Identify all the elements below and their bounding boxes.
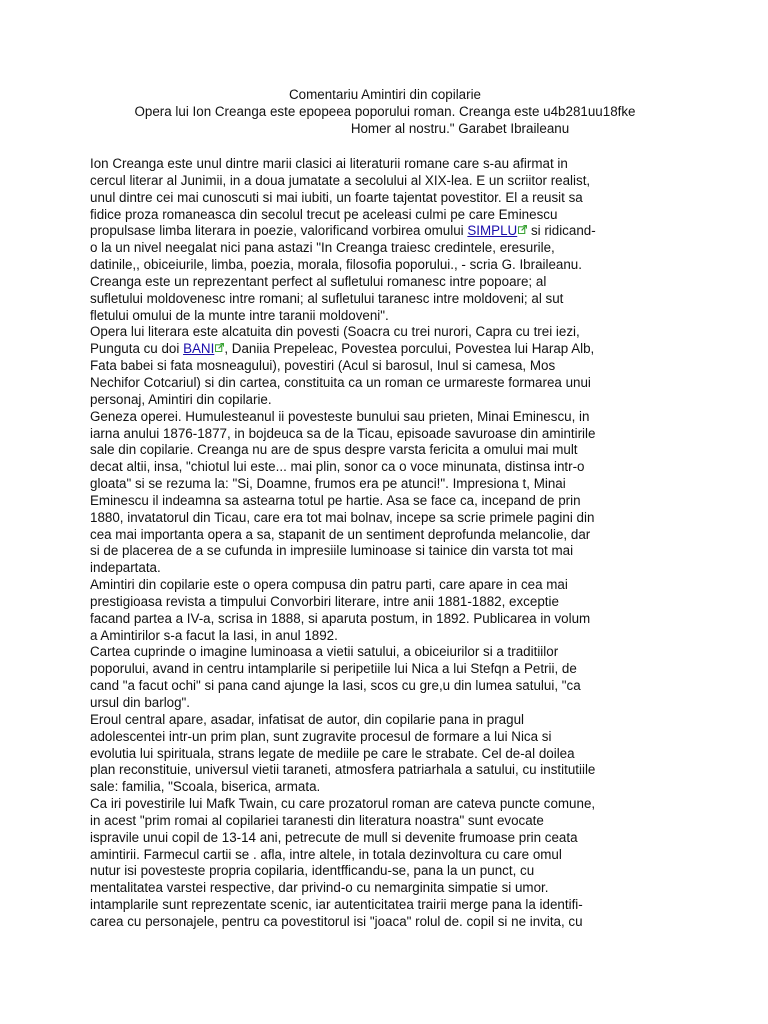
- external-link-icon[interactable]: [215, 343, 224, 352]
- text-line: decat altii, insa, "chiotul lui este... mai plin, sonor ca o voce minunata, distinsa intr-o: [90, 459, 585, 475]
- text-line: nutur isi povesteste propria copilaria, identfficandu-se, pana la un punct, cu: [90, 863, 535, 879]
- text-line-with-link: [90, 341, 680, 358]
- text-line: Creanga este un reprezentant perfect al sufletului romanesc intre popoare; al: [90, 273, 547, 289]
- text-line: carea cu personajele, pentru ca povestitorul isi "joaca" rolul de. copil si ne invita, cu: [90, 913, 583, 929]
- text-line: mentalitatea varstei respective, dar privind-o cu nemarginita simpatie si umor.: [90, 880, 549, 896]
- text-line: adolescentei intr-un prim plan, sunt zugravite procesul de formare a lui Nica si: [90, 728, 552, 744]
- document-title: Comentariu Amintiri din copilarie: [288, 87, 481, 102]
- text-line: si de placerea de a se cufunda in impresiile luminoase si tainice din varsta tot mai: [90, 543, 574, 559]
- text-line: cea mai importanta opera a sa, stapanit de un sentiment deprofunda melancolie, dar: [90, 526, 591, 542]
- text-line: indepartata.: [90, 560, 161, 576]
- document-page: [90, 86, 680, 931]
- text-line: sale din copilarie. Creanga nu are de spus despre varsta fericita a omului mai mult: [90, 442, 578, 458]
- text-line: unul dintre cei mai cunoscuti si mai iubiti, un foarte tajentat povestitor. El a reusit sa: [90, 189, 583, 205]
- text-line: gloata" si se rezuma la: "Si, Doamne, frumos era pe atunci!". Impresiona t, Minai: [90, 476, 566, 492]
- text-segment: propulsase limba literara in poezie, valorificand vorbirea omului: [90, 223, 468, 239]
- text-line: Amintiri din copilarie este o opera compusa din patru parti, care apare in cea mai: [90, 577, 568, 593]
- text-line: 1880, invatatorul din Ticau, care era tot mai bolnav, incepe sa scrie primele pagini din: [90, 509, 595, 525]
- text-line: evolutia lui spirituala, strans legate de mediile pe care le strabate. Cel de-al doilea: [90, 745, 575, 761]
- text-line: personaj, Amintiri din copilarie.: [90, 391, 272, 407]
- text-line: prestigioasa revista a timpului Convorbiri literare, intre anii 1881-1882, exceptie: [90, 593, 559, 609]
- text-line: o la un nivel neegalat nici pana astazi "In Creanga traiesc credintele, eresurile,: [90, 240, 555, 256]
- simplu-link[interactable]: SIMPLU: [467, 223, 518, 239]
- text-line: Eroul central apare, asadar, infatisat de autor, din copilarie pana in pragul: [90, 711, 524, 727]
- text-line: Opera lui literara este alcatuita din povesti (Soacra cu trei nurori, Capra cu trei iezi,: [90, 324, 580, 340]
- text-line: ispravile unui copil de 13-14 ani, petrecute de mull si devenite frumoase prin ceata: [90, 829, 578, 845]
- text-line: facand partea a IV-a, scrisa in 1888, si aparuta postum, in 1892. Publicarea in volum: [90, 610, 591, 626]
- text-segment: si ridicand-: [527, 223, 596, 239]
- text-segment: Punguta cu doi: [90, 341, 184, 357]
- text-line: cand "a facut ochi" si pana cand ajunge la Iasi, scos cu gre,u din lumea satului, "ca: [90, 678, 581, 694]
- text-line: a Amintirilor s-a facut la Iasi, in anul 1892.: [90, 627, 338, 643]
- text-line: poporului, avand in centru intamplarile si peripetiile lui Nica a lui Stefqn a Petrii, de: [90, 661, 577, 677]
- title-block: [90, 86, 680, 137]
- text-line: Ion Creanga este unul dintre marii clasici ai literaturii romane care s-au afirmat in: [90, 156, 568, 171]
- text-line: Ca iri povestirile lui Mafk Twain, cu care prozatorul roman are cateva puncte comune,: [90, 796, 596, 812]
- text-line: Geneza operei. Humulesteanul ii povesteste bunului sau prieten, Minai Eminescu, in: [90, 408, 590, 424]
- text-line: datinile,, obiceiurile, limba, poezia, morala, filosofia poporului., - scria G. Ibraileanu.: [90, 257, 582, 273]
- text-line: Eminescu il indeamna sa astearna totul pe hartie. Asa se face ca, incepand de prin: [90, 492, 581, 508]
- text-line: sale: familia, "Scoala, biserica, armata.: [90, 779, 321, 795]
- text-line: ursul din barlog".: [90, 695, 191, 710]
- external-link-icon[interactable]: [518, 225, 527, 234]
- text-line-with-link: [90, 223, 680, 240]
- text-line: iarna anului 1876-1877, in bojdeuca sa de la Ticau, episoade savuroase din amintirile: [90, 425, 596, 441]
- text-line: plan reconstituie, universul vietii taraneti, atmosfera patriarhala a satului, cu institutiile: [90, 762, 596, 778]
- bani-link[interactable]: BANI: [183, 341, 215, 357]
- epigraph-line-2: Homer al nostru." Garabet Ibraileanu: [350, 121, 570, 136]
- text-line: sufletului moldovenesc intre romani; al sufletului taranesc intre moldoveni; al sut: [90, 290, 564, 306]
- text-line: cercul literar al Junimii, in a doua jumatate a secolului al XIX-lea. E un scriitor realist,: [90, 172, 591, 188]
- text-line: fletului omului de la munte intre taranii moldoveni".: [90, 307, 389, 323]
- epigraph-line-1: Opera lui Ion Creanga este epopeea poporului roman. Creanga este u4b281uu18fke: [134, 104, 636, 119]
- text-line: intamplarile sunt reprezentate scenic, iar autenticitatea trairii merge pana la identifi-: [90, 897, 583, 913]
- text-segment: , Daniia Prepeleac, Povestea porcului, Povestea lui Harap Alb,: [224, 341, 595, 357]
- document-body: [90, 156, 680, 931]
- text-line: Nechifor Cotcariul) si din cartea, constituita ca un roman ce urmareste formarea unui: [90, 374, 591, 390]
- text-line: fidice proza romaneasca din secolul trecut pe aceleasi culmi pe care Eminescu: [90, 206, 558, 222]
- text-line: Fata babei si fata mosneagului), povestiri (Acul si barosul, Inul si camesa, Mos: [90, 358, 556, 374]
- text-line: Cartea cuprinde o imagine luminoasa a vietii satului, a obiceiurilor si a traditiilor: [90, 644, 559, 660]
- text-line: in acest "prim romai al copilariei taranesti din literatura noastra" sunt evocate: [90, 812, 544, 828]
- text-line: amintirii. Farmecul cartii se . afla, intre altele, in totala dezinvoltura cu care omul: [90, 846, 562, 862]
